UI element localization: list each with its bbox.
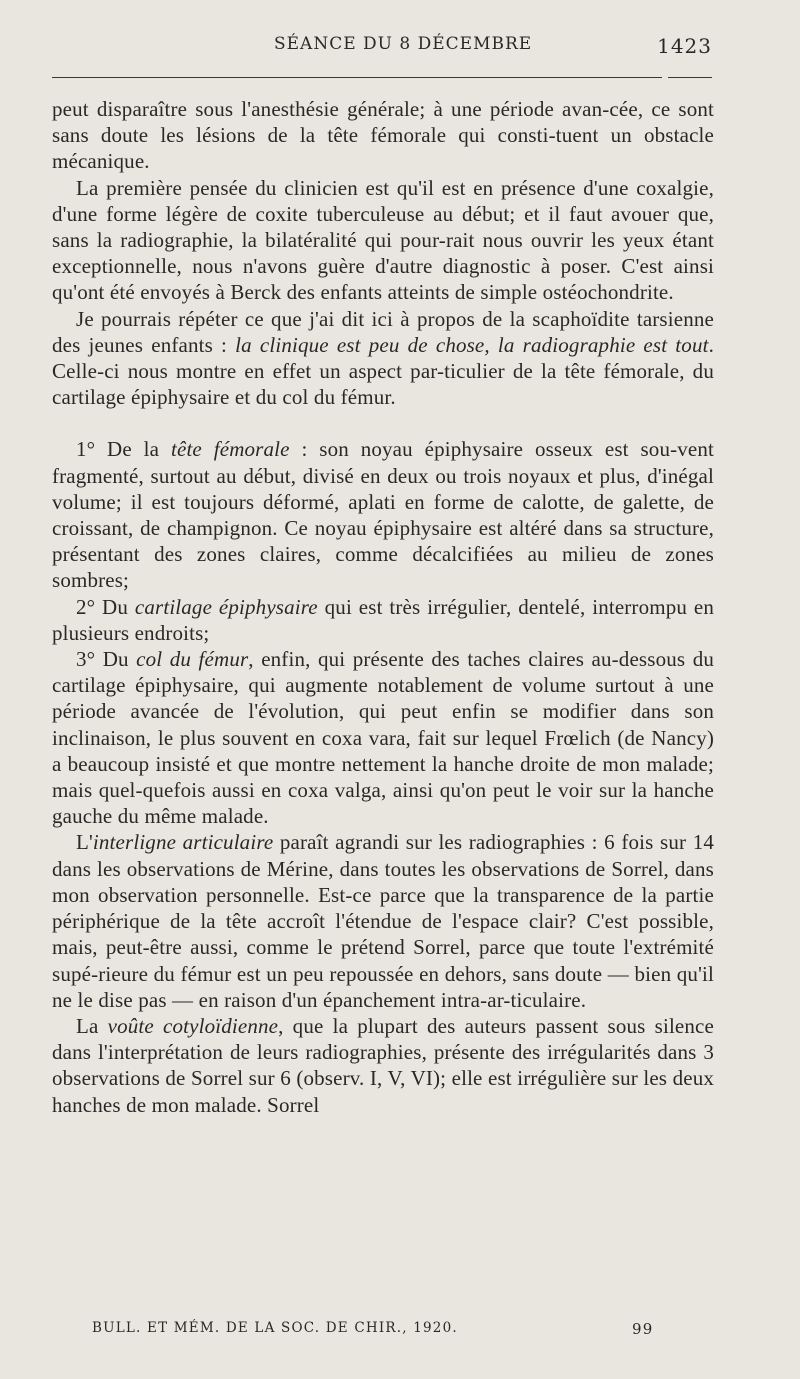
italic-phrase: la clinique est peu de chose, la radiographie est tout (235, 332, 709, 357)
paragraph (52, 436, 714, 593)
text-run: paraît agrandi sur les radiographies : 6 fois sur 14 dans les observations de Mérine, dans toutes les observations de Sorrel, dans mon observation personnelle. Est-ce parce que la transparence de la partie périphérique de la tête accroît l'étendue de l'espace clair? C'est possible, mais, peut-être aussi, comme le prétend Sorrel, parce que toute l'extrémité supé-rieure du fémur est un peu repoussée en dehors, sans doute — bien qu'il ne le dise pas — en raison d'un épanchement intra-ar-ticulaire. (52, 830, 714, 1012)
italic-phrase: interligne articulaire (92, 830, 274, 855)
paragraph (52, 175, 714, 306)
text-run: 1° De la (76, 437, 171, 462)
text-run: : son noyau épiphysaire osseux est sou-vent fragmenté, surtout au début, divisé en deux ou trois noyaux et plus, d'inégal volume; il est toujours déformé, aplati en forme de calotte, de galette, de croissant, de champignon. Ce noyau épiphysaire est altéré dans sa structure, présentant des zones claires, comme décalcifiées au milieu de zones sombres; (52, 437, 714, 593)
text-run: peut disparaître sous l'anesthésie générale; à une période avan-cée, ce sont sans doute les lésions de la tête fémorale qui consti-tuent un obstacle mécanique. (52, 97, 714, 174)
text-run: , que la plupart des auteurs passent sous silence dans l'interprétation de leurs radiographies, présente des irrégularités dans 3 observations de Sorrel sur 6 (observ. I, V, VI); elle est irrégulière sur les deux hanches de mon malade. Sorrel (52, 1013, 714, 1117)
text-run: 2° Du (76, 594, 135, 619)
paragraph (52, 646, 714, 829)
text-run: 3° Du (76, 647, 137, 672)
text-run: La première pensée du clinicien est qu'il est en présence d'une coxalgie, d'une forme légère de coxite tuberculeuse au début; et il faut avouer que, sans la radiographie, la bilatéralité qui pour-rait nous ouvrir les yeux étant exceptionnelle, nous n'avons guère d'autre diagnostic à poser. C'est ainsi qu'ont été envoyés à Berck des enfants atteints de simple ostéochondrite. (52, 175, 714, 305)
text-run: qui est très irrégulier, dentelé, interrompu en plusieurs endroits; (52, 594, 714, 645)
paragraph (52, 306, 714, 411)
text-run: La (76, 1013, 108, 1038)
italic-phrase: col du fémur (136, 647, 249, 672)
paragraph (52, 594, 714, 646)
body-text (52, 96, 714, 1118)
italic-phrase: tête fémorale (170, 437, 290, 462)
header-rule (52, 77, 662, 78)
text-run: . Celle-ci nous montre en effet un aspect par-ticulier de la tête fémorale, du cartilage épiphysaire et du col du fémur. (52, 332, 714, 410)
page-footer (92, 1320, 692, 1344)
paragraph (52, 829, 714, 1012)
text-run: , enfin, qui présente des taches claires au-dessous du cartilage épiphysaire, qui augmente notablement de volume surtout à une période avancée de l'évolution, qui peut enfin se modifier dans son inclinaison, le plus souvent en coxa vara, fait sur lequel Frœlich (de Nancy) a beaucoup insisté et que montre nettement la hanche droite de mon malade; mais quel-quefois aussi en coxa valga, ainsi qu'on peut le voir sur la hanche gauche du même malade. (52, 647, 714, 829)
paragraph (52, 96, 714, 175)
paragraph (52, 1013, 714, 1118)
signature-mark: 99 (632, 1320, 654, 1338)
running-header (52, 34, 712, 64)
header-title: SÉANCE DU 8 DÉCEMBRE (274, 34, 533, 54)
page-number: 1423 (657, 34, 712, 58)
italic-phrase: voûte cotyloïdienne (107, 1013, 279, 1038)
text-run: L' (76, 830, 93, 855)
italic-phrase: cartilage épiphysaire (134, 594, 318, 619)
text-run: Je pourrais répéter ce que j'ai dit ici à propos de la scaphoïdite tarsienne des jeunes enfants : (52, 306, 714, 357)
journal-reference: BULL. ET MÉM. DE LA SOC. DE CHIR., 1920. (92, 1320, 458, 1336)
header-rule-short (668, 77, 712, 78)
